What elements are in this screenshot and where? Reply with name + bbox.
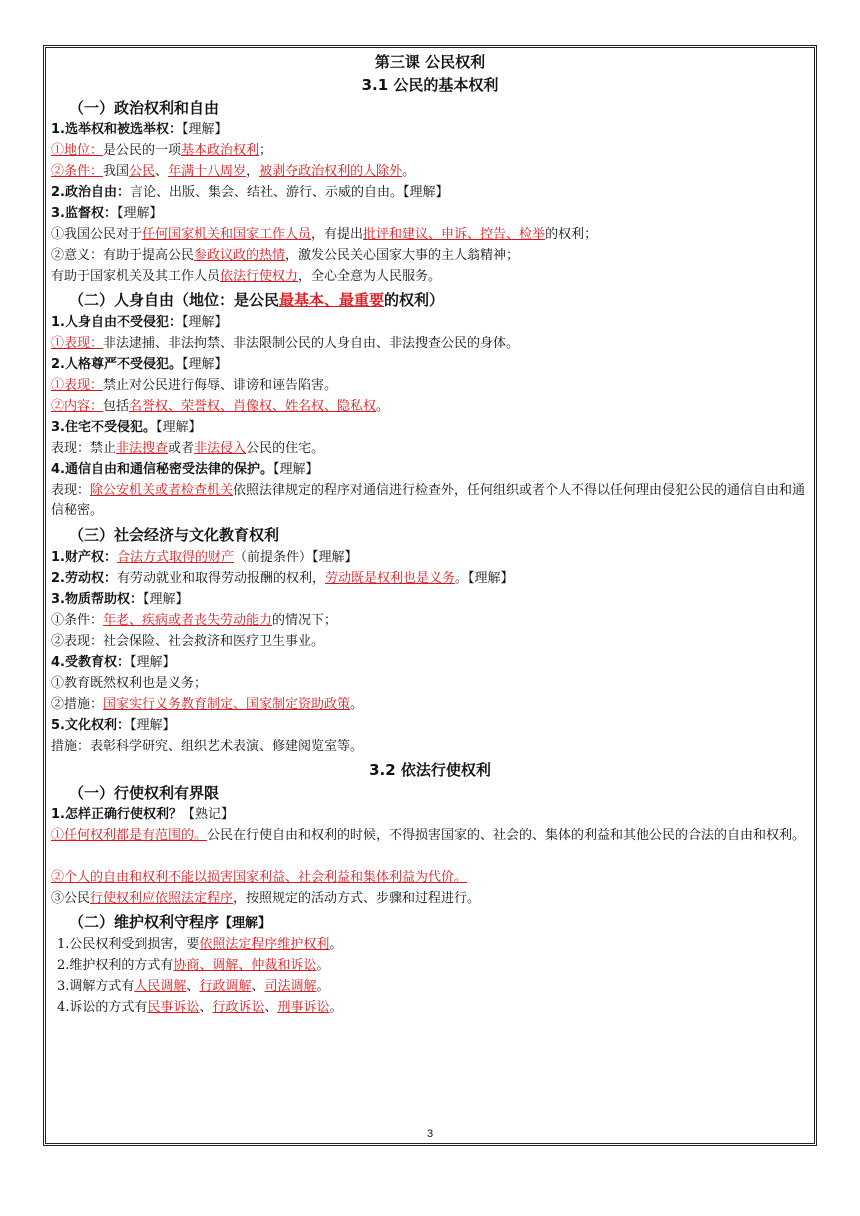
item-correspondence: 4.通信自由和通信秘密受法律的保护。【理解】 xyxy=(51,462,319,477)
item-property: 1.财产权：合法方式取得的财产（前提条件）【理解】 xyxy=(51,550,358,565)
item-supervision: 3.监督权：【理解】 xyxy=(51,206,163,221)
supervision-1: ①我国公民对于任何国家机关和国家工作人员，有提出批评和建议、申诉、控告、检举的权利； xyxy=(51,227,598,242)
culture-measures: 措施：表彰科学研究、组织艺术表演、修建阅览室等。 xyxy=(51,739,364,754)
lesson-title: 第三课 公民权利 xyxy=(374,53,486,71)
item-dignity: 2.人格尊严不受侵犯。【理解】 xyxy=(51,357,228,372)
supervision-2: ②意义：有助于提高公民参政议政的热情，激发公民关心国家大事的主人翁精神； xyxy=(51,248,520,263)
limits-2: ②个人的自由和权利不能以损害国家利益、社会利益和集体利益为代价。 xyxy=(51,870,468,885)
item-election-rights: 1.选举权和被选举权：【理解】 xyxy=(51,122,228,137)
procedure-1: 1.公民权利受到损害，要依照法定程序维护权利。 xyxy=(57,937,343,952)
education-measures: ②措施：国家实行义务教育制定、国家制定资助政策。 xyxy=(51,697,364,712)
item-personal-freedom: 1.人身自由不受侵犯：【理解】 xyxy=(51,315,228,330)
election-condition: ②条件：我国公民、年满十八周岁，被剥夺政治权利的人除外。 xyxy=(51,164,416,179)
supervision-3: 有助于国家机关及其工作人员依法行使权力，全心全意为人民服务。 xyxy=(51,269,442,284)
item-residence: 3.住宅不受侵犯。【理解】 xyxy=(51,420,202,435)
section-title-3-1: 3.1 公民的基本权利 xyxy=(361,76,499,94)
procedure-2: 2.维护权利的方式有协商、调解、仲裁和诉讼。 xyxy=(57,958,330,973)
item-material-aid: 3.物质帮助权：【理解】 xyxy=(51,592,189,607)
item-education: 4.受教育权：【理解】 xyxy=(51,655,176,670)
material-aid-condition: ①条件：年老、疾病或者丧失劳动能力的情况下； xyxy=(51,613,338,628)
page-number: 3 xyxy=(426,1128,434,1140)
personal-freedom-show: ①表现：非法逮捕、非法拘禁、非法限制公民的人身自由、非法搜查公民的身体。 xyxy=(51,336,520,351)
limits-3: ③公民行使权利应依照法定程序，按照规定的活动方式、步骤和过程进行。 xyxy=(51,891,481,906)
part-title-procedure: （二）维护权利守程序【理解】 xyxy=(69,913,272,931)
item-culture: 5.文化权利：【理解】 xyxy=(51,718,176,733)
item-exercise-rights: 1.怎样正确行使权利？【熟记】 xyxy=(51,807,234,822)
material-aid-show: ②表现：社会保险、社会救济和医疗卫生事业。 xyxy=(51,634,325,649)
procedure-3: 3.调解方式有人民调解、行政调解、司法调解。 xyxy=(57,979,330,994)
correspondence-show: 表现：除公安机关或者检查机关依照法律规定的程序对通信进行检查外，任何组织或者个人不得以任何理由侵犯公民的通信自由和通信秘密。 xyxy=(51,483,806,518)
limits-1: ①任何权利都是有范围的。公民在行使自由和权利的时候，不得损害国家的、社会的、集体的利益和其他公民的合法的自由和权利。 xyxy=(51,828,806,843)
item-labor: 2.劳动权：有劳动就业和取得劳动报酬的权利，劳动既是权利也是义务。【理解】 xyxy=(51,571,514,586)
part-title-personal: （二）人身自由（地位：是公民最基本、最重要的权利） xyxy=(69,291,445,309)
section-title-3-2: 3.2 依法行使权利 xyxy=(369,761,491,779)
education-1: ①教育既然权利也是义务； xyxy=(51,676,208,691)
part-title-social: （三）社会经济与文化教育权利 xyxy=(69,526,280,544)
dignity-show: ①表现：禁止对公民进行侮辱、诽谤和诬告陷害。 xyxy=(51,378,338,393)
part-title-limits: （一）行使权利有界限 xyxy=(69,784,220,802)
procedure-4: 4.诉讼的方式有民事诉讼、行政诉讼、刑事诉讼。 xyxy=(57,1000,343,1015)
part-title-political: （一）政治权利和自由 xyxy=(69,99,220,117)
residence-show: 表现：禁止非法搜查或者非法侵入公民的住宅。 xyxy=(51,441,325,456)
item-political-freedom: 2.政治自由：言论、出版、集会、结社、游行、示威的自由。【理解】 xyxy=(51,185,449,200)
election-position: ①地位：是公民的一项基本政治权利； xyxy=(51,143,273,158)
dignity-content: ②内容：包括名誉权、荣誉权、肖像权、姓名权、隐私权。 xyxy=(51,399,390,414)
